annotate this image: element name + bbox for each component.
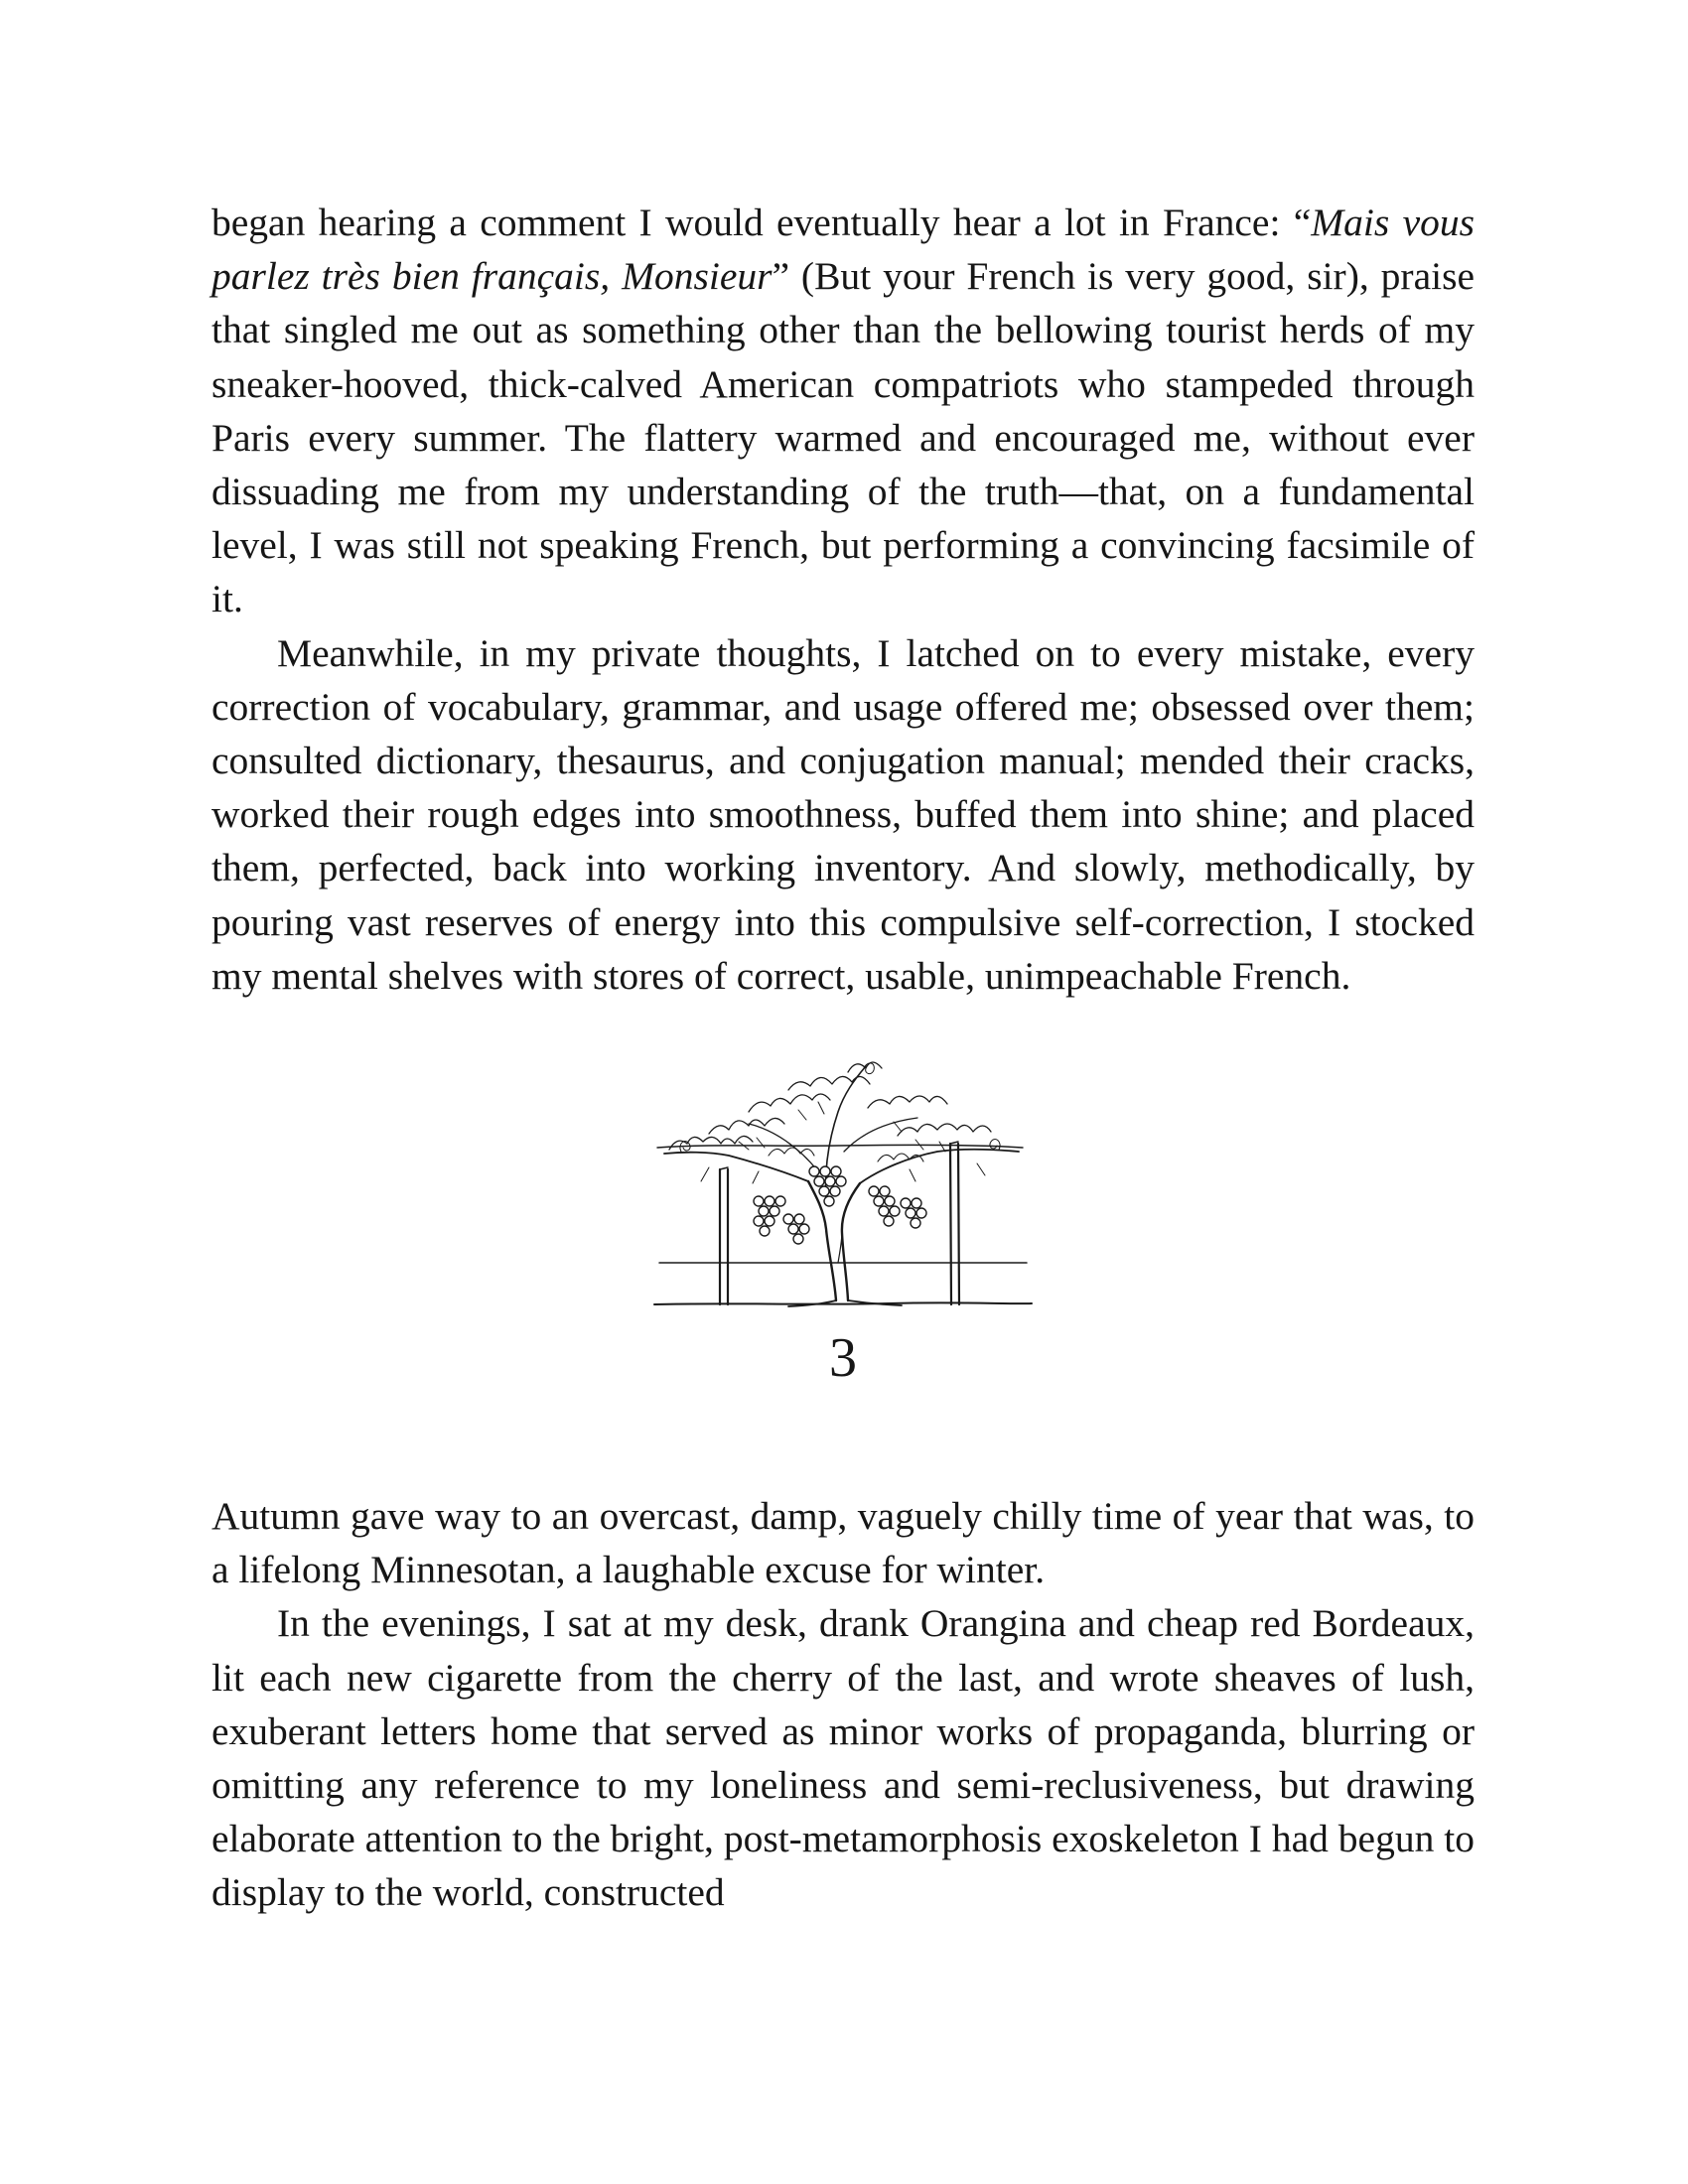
paragraph-text-before-quote: began hearing a comment I would eventually hear a lot in France: “ — [211, 201, 1312, 244]
paragraph-evenings: In the evenings, I sat at my desk, drank Orangina and cheap red Bordeaux, lit each new cigarette from the cherry of the last, and wrote sheaves of lush, exuberant letters home that served as minor works of propaganda, blurring or omitting any reference to my loneliness and semi-reclusiveness, but drawing elaborate attention to the bright, post-metamorphosis exoskeleton I had begun to display to the world, constructed — [211, 1601, 1475, 1915]
book-page — [211, 196, 1475, 1920]
paragraph-text-after-quote: ” (But your French is very good, sir), praise that singled me out as something other than the bellowing tourist herds of my sneaker-hooved, thick-calved American compatriots who stampeded through Paris every summer. The flattery warmed and encouraged me, without ever dissuading me from my understanding of the truth—that, on a fundamental level, I was still not speaking French, but performing a convincing facsimile of it. — [211, 254, 1475, 621]
grapevine-trellis-icon — [649, 1052, 1037, 1320]
paragraph-meanwhile: Meanwhile, in my private thoughts, I latched on to every mistake, every correction of vocabulary, grammar, and usage offered me; obsessed over them; consulted dictionary, thesaurus, and conjugation manual; mended their cracks, worked their rough edges into smoothness, buffed them into shine; and placed them, perfected, back into working inventory. And slowly, methodically, by pouring vast reserves of energy into this compulsive self-correction, I stocked my mental shelves with stores of correct, usable, unimpeachable French. — [211, 630, 1475, 998]
paragraph-autumn: Autumn gave way to an overcast, damp, vaguely chilly time of year that was, to a lifelong Minnesotan, a laughable excuse for winter. — [211, 1494, 1475, 1592]
french-quote: Mais vous parlez très bien français, Monsieur — [211, 201, 1475, 299]
chapter-number: 3 — [829, 1327, 857, 1390]
paragraph-continuation — [211, 196, 1475, 626]
